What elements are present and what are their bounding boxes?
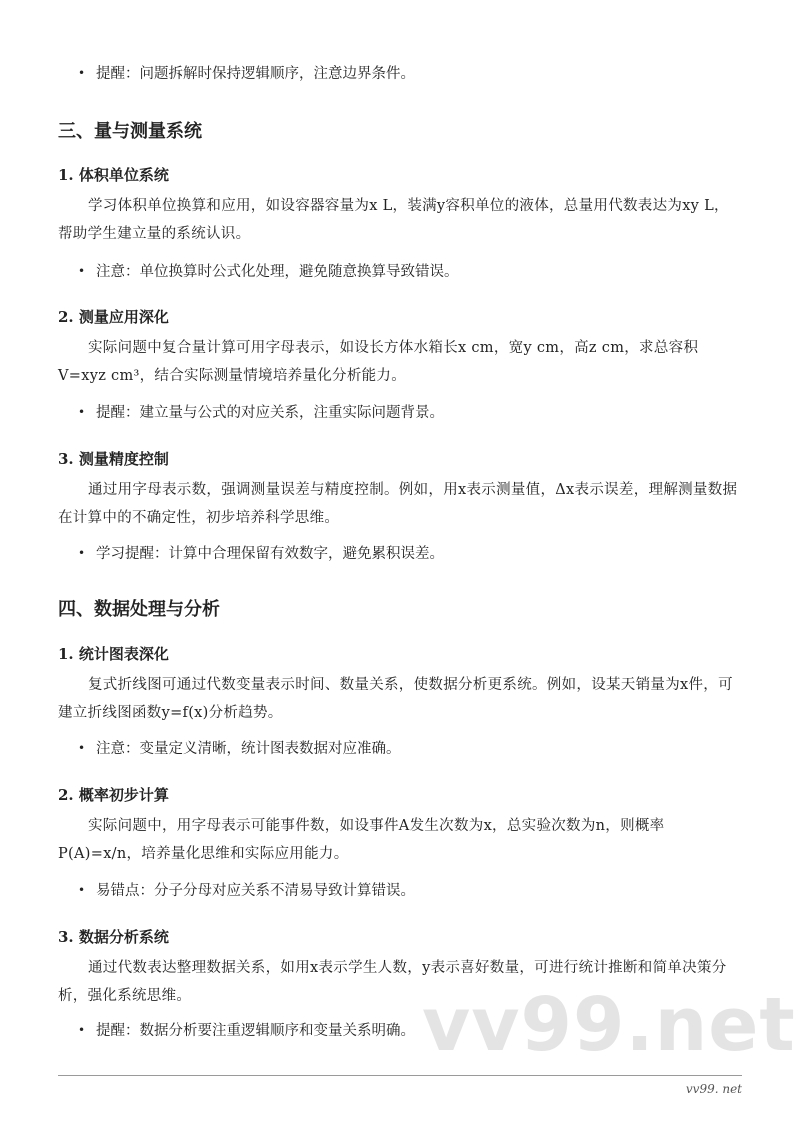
- paragraph: 学习体积单位换算和应用，如设容器容量为x L，装满y容积单位的液体，总量用代数表达为xy L，帮助学生建立量的系统认识。: [58, 198, 729, 242]
- subsection-heading: 3. 测量精度控制: [58, 450, 169, 468]
- bullet-dot: •: [78, 405, 86, 419]
- bullet-dot: •: [78, 264, 86, 278]
- subsection-heading: 2. 概率初步计算: [58, 786, 169, 804]
- bullet-item: • 提醒：数据分析要注重逻辑顺序和变量关系明确。: [78, 1020, 758, 1041]
- paragraph: 实际问题中，用字母表示可能事件数，如设事件A发生次数为x，总实验次数为n，则概率P(A)=x/n，培养量化思维和实际应用能力。: [58, 818, 665, 862]
- paragraph: 复式折线图可通过代数变量表示时间、数量关系，使数据分析更系统。例如，设某天销量为x件，可建立折线图函数y=f(x)分析趋势。: [58, 677, 733, 721]
- bullet-item: • 提醒：建立量与公式的对应关系，注重实际问题背景。: [78, 402, 758, 423]
- bullet-dot: •: [78, 546, 86, 560]
- subsection-heading: 3. 数据分析系统: [58, 928, 169, 946]
- bullet-dot: •: [78, 883, 86, 897]
- paragraph: 实际问题中复合量计算可用字母表示，如设长方体水箱长x cm，宽y cm，高z cm，求总容积V=xyz cm³，结合实际测量情境培养量化分析能力。: [58, 340, 699, 384]
- subsection-heading: 1. 体积单位系统: [58, 166, 169, 184]
- footer-site-label: vv99. net: [685, 1082, 742, 1096]
- bullet-item: • 易错点：分子分母对应关系不清易导致计算错误。: [78, 880, 758, 901]
- subsection-heading: 2. 测量应用深化: [58, 308, 169, 326]
- bullet-item: • 提醒：问题拆解时保持逻辑顺序，注意边界条件。: [78, 63, 758, 84]
- bullet-dot: •: [78, 741, 86, 755]
- bullet-item: • 注意：单位换算时公式化处理，避免随意换算导致错误。: [78, 261, 758, 282]
- bullet-dot: •: [78, 1023, 86, 1037]
- subsection-heading: 1. 统计图表深化: [58, 645, 169, 663]
- footer-rule: [58, 1075, 742, 1076]
- bullet-item: • 注意：变量定义清晰，统计图表数据对应准确。: [78, 738, 758, 759]
- paragraph: 通过代数表达整理数据关系，如用x表示学生人数，y表示喜好数量，可进行统计推断和简单决策分析，强化系统思维。: [58, 960, 727, 1004]
- bullet-dot: •: [78, 66, 86, 80]
- section-heading-4: 四、数据处理与分析: [58, 599, 220, 620]
- watermark: vv99.net: [422, 982, 796, 1068]
- bullet-item: • 学习提醒：计算中合理保留有效数字，避免累积误差。: [78, 543, 758, 564]
- paragraph: 通过用字母表示数，强调测量误差与精度控制。例如，用x表示测量值，Δx表示误差，理解测量数据在计算中的不确定性，初步培养科学思维。: [58, 482, 738, 526]
- section-heading-3: 三、量与测量系统: [58, 121, 202, 142]
